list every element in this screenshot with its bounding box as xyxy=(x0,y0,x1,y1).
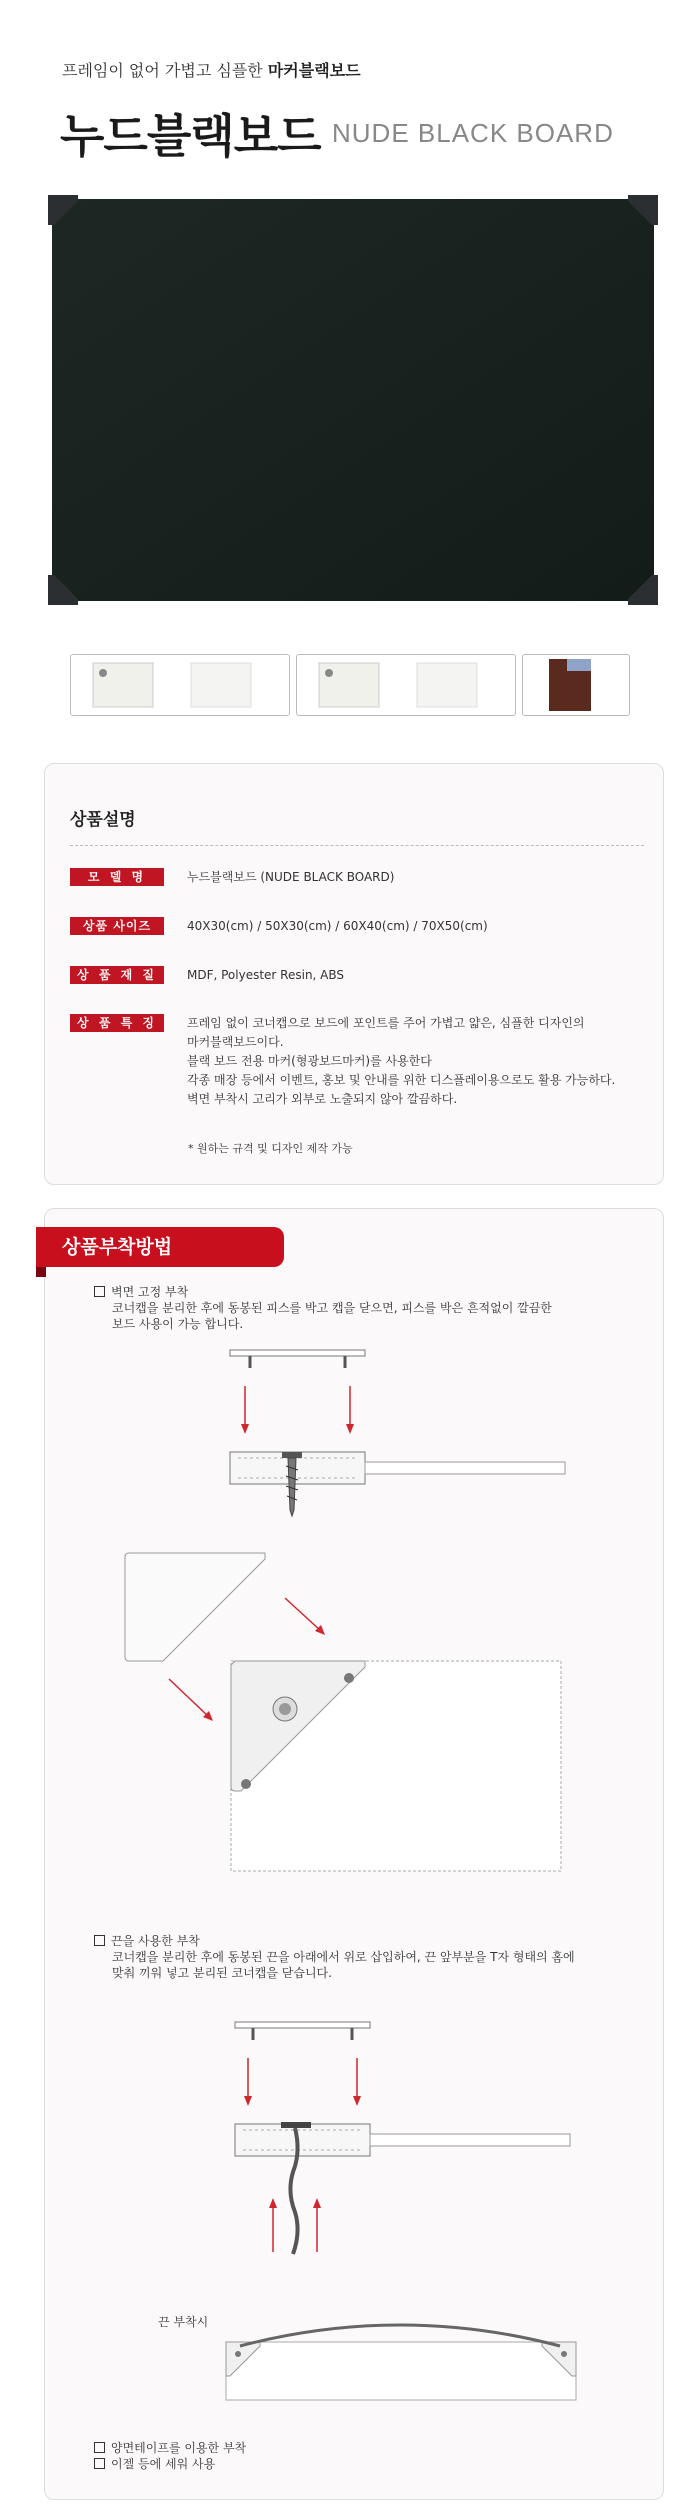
string-mount-diagram xyxy=(235,2022,575,2292)
spec-label-feature: 상 품 특 징 xyxy=(70,1014,164,1032)
checkbox-icon xyxy=(94,1286,105,1297)
thumbnail-strip xyxy=(70,654,630,718)
checkbox-icon xyxy=(94,2442,105,2453)
thumbnail-wood-board[interactable] xyxy=(522,654,630,716)
feature-line: 블랙 보드 전용 마커(형광보드마커)를 사용한다 xyxy=(187,1054,432,1068)
step-desc: 코너캡을 분리한 후에 동봉된 피스를 박고 캡을 닫으면, 피스를 박은 흔적없이 깔끔한 xyxy=(112,1301,552,1315)
product-title: 누드블랙보드 xyxy=(60,109,321,163)
spec-value-size: 40X30(cm) / 50X30(cm) / 60X40(cm) / 70X50(cm) xyxy=(187,919,488,933)
step-title: 양면테이프를 이용한 부착 xyxy=(111,2441,247,2455)
step-desc: 맞춰 끼워 넣고 분리된 코너캡을 닫습니다. xyxy=(112,1966,332,1980)
spec-label-model: 모 델 명 xyxy=(70,868,164,886)
step-title: 끈을 사용한 부착 xyxy=(111,1934,200,1948)
install-tab-title: 상품부착방법 xyxy=(36,1227,284,1267)
feature-line: 프레임 없이 코너캡으로 보드에 포인트를 주어 가볍고 얇은, 심플한 디자인의 xyxy=(187,1016,585,1030)
hanging-board-diagram xyxy=(220,2310,590,2400)
tab-fold xyxy=(36,1267,46,1277)
step-title: 벽면 고정 부착 xyxy=(111,1285,189,1299)
thumbnail-white-board-1[interactable] xyxy=(70,654,290,716)
spec-value-material: MDF, Polyester Resin, ABS xyxy=(187,968,345,982)
thumbnail-white-board-2[interactable] xyxy=(296,654,516,716)
spec-label-size: 상품 사이즈 xyxy=(70,917,164,935)
install-step-string xyxy=(94,1933,575,1981)
spec-value-feature xyxy=(187,1014,615,1109)
spec-value-model: 누드블랙보드 (NUDE BLACK BOARD) xyxy=(187,870,395,884)
install-step-easel xyxy=(94,2456,215,2472)
product-subtitle: 프레임이 없어 가볍고 심플한 마커블랙보드 xyxy=(62,61,361,80)
string-attached-label: 끈 부착시 xyxy=(158,2315,209,2329)
feature-line: 벽면 부착시 고리가 외부로 노출되지 않아 깔끔하다. xyxy=(187,1092,458,1106)
checkbox-icon xyxy=(94,2458,105,2469)
corner-cap-diagram xyxy=(125,1553,575,1883)
step-title: 이젤 등에 세워 사용 xyxy=(111,2457,216,2471)
feature-line: 마커블랙보드이다. xyxy=(187,1035,284,1049)
feature-line: 각종 매장 등에서 이벤트, 홍보 및 안내를 위한 디스플레이용으로도 활용 가능하다. xyxy=(187,1073,616,1087)
spec-label-material: 상 품 재 질 xyxy=(70,966,164,984)
custom-order-note: * 원하는 규격 및 디자인 제작 가능 xyxy=(188,1142,353,1155)
install-step-wall xyxy=(94,1284,552,1332)
divider xyxy=(70,845,644,846)
screw-mount-diagram xyxy=(230,1350,570,1540)
step-desc: 보드 사용이 가능 합니다. xyxy=(112,1317,244,1331)
product-title-english: NUDE BLACK BOARD xyxy=(332,118,614,148)
step-desc: 코너캡을 분리한 후에 동봉된 끈을 아래에서 위로 삽입하여, 끈 앞부분을 T자 형태의 홈에 xyxy=(112,1950,575,1964)
install-step-tape xyxy=(94,2440,246,2456)
board-main-image xyxy=(48,195,658,605)
checkbox-icon xyxy=(94,1935,105,1946)
description-title: 상품설명 xyxy=(70,810,136,830)
